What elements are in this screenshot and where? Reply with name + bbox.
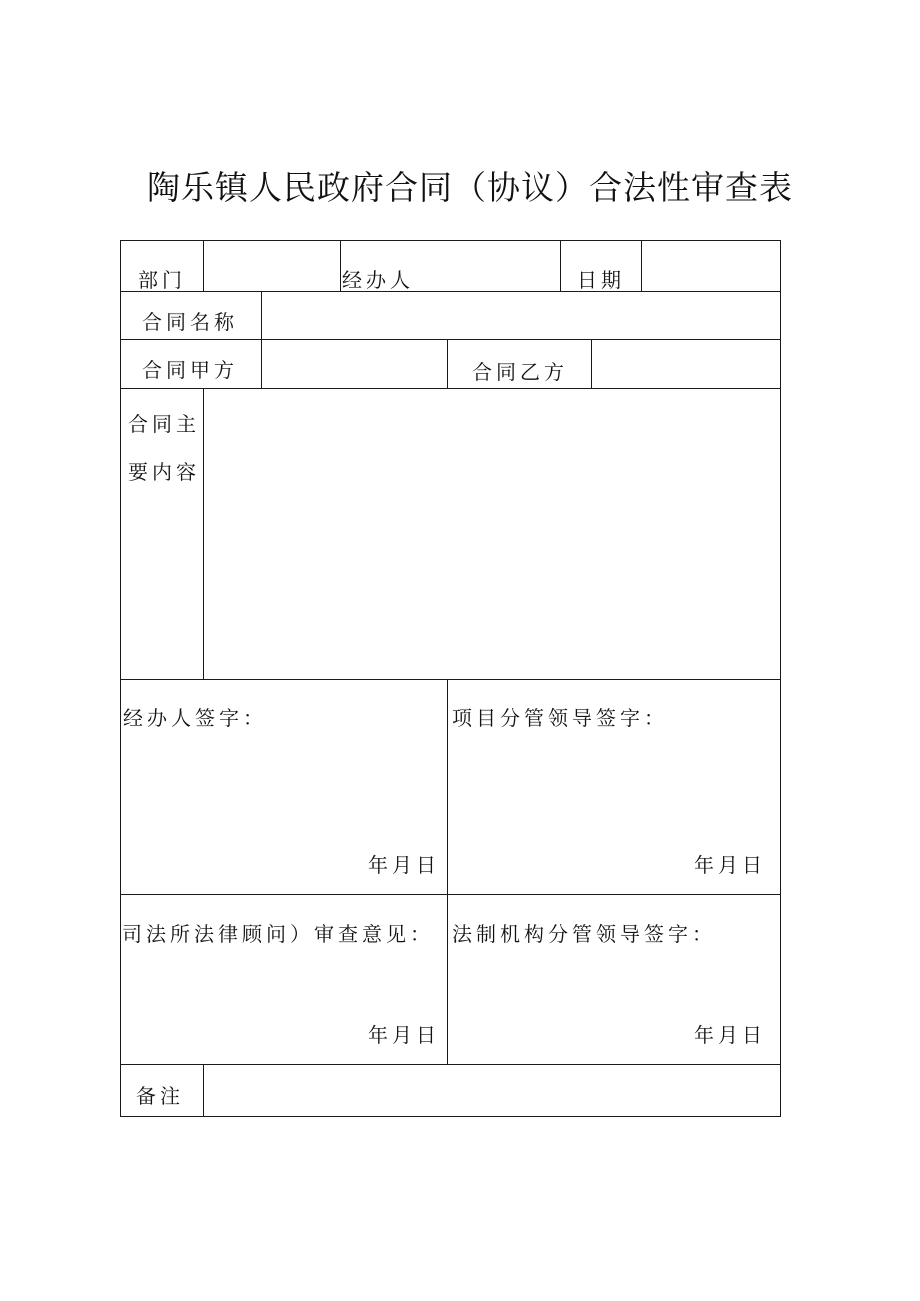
remarks-field[interactable] bbox=[204, 1065, 780, 1116]
party-b-label: 合同乙方 bbox=[472, 360, 568, 384]
table-border-left bbox=[120, 240, 121, 1117]
contract-name-field[interactable] bbox=[262, 292, 780, 339]
contract-name-label: 合同名称 bbox=[142, 310, 238, 334]
content-label-line1: 合同主 bbox=[128, 412, 200, 436]
handler-sign-label: 经办人签字： bbox=[123, 706, 267, 730]
column-divider bbox=[447, 339, 448, 388]
row-divider bbox=[120, 894, 781, 895]
party-a-label: 合同甲方 bbox=[142, 358, 238, 382]
party-b-field[interactable] bbox=[592, 340, 780, 388]
content-label-line2: 要内容 bbox=[128, 460, 200, 484]
dept-field[interactable] bbox=[204, 241, 340, 291]
table-border-right bbox=[780, 240, 781, 1117]
review-form-table bbox=[120, 240, 781, 1117]
project-leader-sign-date: 年月日 bbox=[694, 853, 766, 877]
date-field[interactable] bbox=[642, 241, 780, 291]
row-divider bbox=[120, 679, 781, 680]
contract-content-field[interactable] bbox=[204, 389, 780, 679]
dept-label: 部门 bbox=[138, 268, 186, 292]
judicial-review-label: 司法所法律顾问）审查意见： bbox=[122, 922, 434, 946]
column-divider bbox=[447, 679, 448, 1064]
legal-leader-sign-label: 法制机构分管领导签字： bbox=[452, 922, 716, 946]
handler-sign-date: 年月日 bbox=[368, 853, 440, 877]
legal-leader-sign-date: 年月日 bbox=[694, 1023, 766, 1047]
judicial-review-date: 年月日 bbox=[368, 1023, 440, 1047]
remarks-label: 备注 bbox=[136, 1084, 184, 1108]
table-border-bottom bbox=[120, 1116, 781, 1117]
column-divider bbox=[340, 240, 341, 291]
party-a-field[interactable] bbox=[262, 340, 447, 388]
date-label: 日期 bbox=[577, 268, 625, 292]
page-title: 陶乐镇人民政府合同（协议）合法性审查表 bbox=[147, 168, 793, 207]
handler-label: 经办人 bbox=[342, 268, 414, 292]
project-leader-sign-label: 项目分管领导签字： bbox=[452, 706, 668, 730]
